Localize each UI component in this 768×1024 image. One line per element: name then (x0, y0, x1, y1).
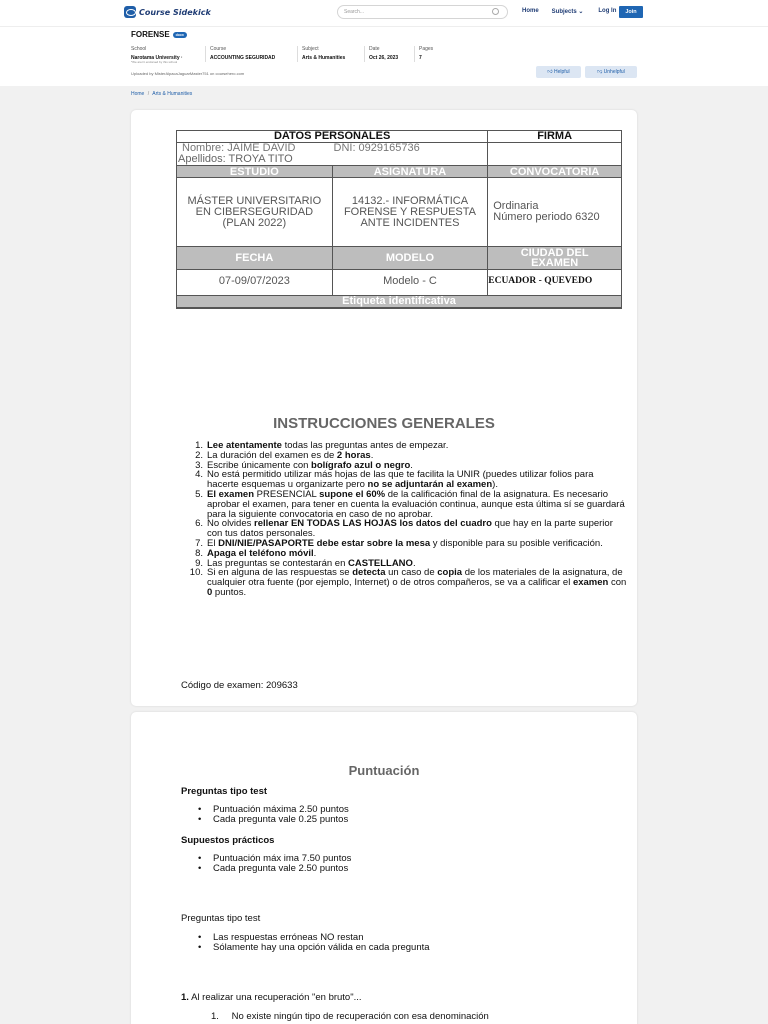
meta-pages-value: 7 (419, 55, 422, 61)
breadcrumb (131, 91, 192, 97)
instruction-text: Apaga el teléfono móvil. (207, 547, 317, 559)
instruction-item (187, 470, 627, 490)
convocatoria-tipo: Ordinaria (493, 200, 539, 212)
document-title-row (131, 30, 187, 39)
helpful-button[interactable] (536, 66, 581, 78)
question-1 (181, 992, 362, 1003)
meta-date-value: Oct 26, 2023 (369, 55, 399, 61)
instructions-title: INSTRUCCIONES GENERALES (273, 415, 495, 432)
question-number: 1. (181, 992, 189, 1003)
puntuacion-title: Puntuación (348, 763, 420, 778)
instruction-number: 6. (195, 518, 203, 530)
meta-school (131, 46, 183, 61)
signature-box (488, 143, 622, 166)
ciudad-value: ECUADOR - QUEVEDO (488, 270, 622, 296)
meta-subject-value[interactable]: Arts & Humanities (302, 55, 346, 61)
supuestos-scoring-list (198, 853, 352, 874)
instruction-number: 4. (195, 469, 203, 481)
instruction-text: Las preguntas se contestarán en CASTELLANO. (207, 557, 416, 569)
search-icon[interactable] (492, 8, 499, 15)
instruction-number: 9. (195, 557, 203, 569)
list-item: • Puntuación máxima 2.50 puntos (198, 804, 349, 815)
breadcrumb-home[interactable]: Home (131, 91, 145, 97)
meta-divider (297, 46, 298, 62)
meta-school-value[interactable]: Narotama University · (131, 55, 183, 61)
unhelpful-label: Unhelpful (603, 69, 625, 75)
convocatoria-periodo: Número periodo 6320 (493, 211, 600, 223)
search-input[interactable] (337, 5, 508, 19)
list-item: • Sólamente hay una opción válida en cada pregunta (198, 942, 430, 953)
instruction-number: 8. (195, 547, 203, 559)
list-item-text: Cada pregunta vale 2.50 puntos (213, 863, 349, 874)
list-item: • Las respuestas erróneas NO restan (198, 932, 364, 943)
header-firma: FIRMA (488, 131, 622, 143)
file-type-badge: docx (173, 32, 187, 38)
meta-course-value[interactable]: ACCOUNTING SEGURIDAD (210, 55, 276, 61)
instruction-text: Escribe únicamente con bolígrafo azul o negro. (207, 459, 413, 471)
meta-subject (302, 46, 345, 61)
test-rules-list (198, 932, 430, 953)
header-ciudad: CIUDAD DEL EXAMEN (488, 247, 622, 270)
meta-divider (364, 46, 365, 62)
unhelpful-button[interactable] (585, 66, 637, 78)
question-text: Al realizar una recuperación "en bruto"... (191, 992, 362, 1003)
instruction-text: Si en alguna de las respuestas se detecta un caso de copia de los materiales de la asignatura, de cualquier otra fuente (por ejemplo, Internet) o de otros compañeros, se va a calificar el examen con 0 puntos. (207, 567, 627, 598)
instruction-number: 7. (195, 537, 203, 549)
modelo-value: Modelo - C (332, 270, 488, 296)
instructions-list (187, 441, 627, 598)
nav-links (522, 8, 629, 15)
logo-text: Course Sidekick (139, 7, 211, 17)
list-item-text: Puntuación máx ima 7.50 puntos (213, 853, 352, 864)
asignatura-value: 14132.- INFORMÁTICA FORENSE Y RESPUESTA ANTE INCIDENTES (332, 178, 488, 247)
convocatoria-value (488, 178, 622, 247)
header-datos-personales: DATOS PERSONALES (177, 131, 488, 143)
document-header (0, 26, 768, 86)
dni-field: DNI: 0929165736 (333, 142, 420, 154)
meta-divider (205, 46, 206, 62)
instruction-text: No está permitido utilizar más hojas de las que te facilita la UNIR (puedes utilizar folios para hacerte esquemas u organizarte pero no se adjuntarán al examen). (207, 469, 594, 491)
surname-row (177, 154, 488, 166)
instruction-text: El DNI/NIE/PASAPORTE debe estar sobre la mesa y disponible para su posible verificación. (207, 537, 603, 549)
list-item: • Cada pregunta vale 0.25 puntos (198, 814, 349, 825)
list-item-text: Cada pregunta vale 0.25 puntos (213, 814, 349, 825)
instruction-text: La duración del examen es de 2 horas. (207, 449, 374, 461)
school-disclaimer: *We aren't endorsed by this school (131, 60, 178, 64)
apellidos-field: Apellidos: TROYA TITO (178, 153, 293, 165)
header-asignatura: ASIGNATURA (332, 166, 488, 178)
helpful-label: Helpful (554, 69, 570, 75)
instruction-number: 1. (195, 440, 203, 451)
supuestos-heading: Supuestos prácticos (181, 835, 275, 846)
option-text: No existe ningún tipo de recuperación con esa denominación (231, 1011, 489, 1022)
document-page-1 (131, 110, 637, 706)
etiqueta-identificativa: Etiqueta identificativa (177, 296, 622, 308)
nombre-field: Nombre: JAIME DAVID (182, 142, 296, 154)
list-item: • Puntuación máx ima 7.50 puntos (198, 853, 352, 864)
list-item-text: Sólamente hay una opción válida en cada pregunta (213, 942, 430, 953)
breadcrumb-current[interactable]: Arts & Humanities (152, 91, 193, 97)
meta-school-label: School (131, 46, 147, 52)
fecha-value: 07-09/07/2023 (177, 270, 333, 296)
document-title: FORENSE (131, 30, 170, 39)
test-rules-heading: Preguntas tipo test (181, 913, 261, 924)
meta-divider (414, 46, 415, 62)
instruction-text: No olvides rellenar EN TODAS LAS HOJAS los datos del cuadro que hay en la parte superior con tus datos personales. (207, 518, 613, 540)
thumbs-down-icon: 👎︎ (597, 69, 604, 75)
meta-course (210, 46, 275, 61)
nav-subjects-dropdown[interactable]: Subjects ⌄ (551, 9, 584, 15)
meta-date (369, 46, 398, 61)
exam-code: Código de examen: 209633 (181, 680, 298, 691)
top-navbar (0, 0, 768, 26)
instruction-text: El examen PRESENCIAL supone el 60% de la calificación final de la asignatura. Es necesario aprobar el examen, para tener en cuenta la evaluación continua, aunque esta última sí se guardará para la siguiente convocatoria en caso de no aprobar. (207, 488, 625, 520)
meta-course-label: Course (210, 46, 227, 52)
list-item: • Cada pregunta vale 2.50 puntos (198, 863, 349, 874)
header-modelo: MODELO (332, 247, 488, 270)
meta-subject-label: Subject (302, 46, 319, 52)
option-number: 1. (211, 1011, 219, 1022)
list-item-text: Puntuación máxima 2.50 puntos (213, 804, 349, 815)
instruction-number: 3. (195, 459, 203, 471)
instruction-item (187, 490, 627, 519)
test-heading: Preguntas tipo test (181, 786, 268, 797)
instruction-text: Lee atentamente todas las preguntas antes de empezar. (207, 440, 449, 451)
uploaded-by: Uploaded by MisterAlpacaJaguarMaster751 on coursehero.com (131, 71, 245, 76)
test-scoring-list (198, 804, 349, 825)
meta-date-label: Date (369, 46, 380, 52)
header-fecha: FECHA (177, 247, 333, 270)
meta-pages (419, 46, 433, 61)
instruction-item (187, 568, 627, 597)
list-item-text: Las respuestas erróneas NO restan (213, 932, 364, 943)
header-estudio: ESTUDIO (177, 166, 333, 178)
document-page-2 (131, 712, 637, 1024)
meta-pages-label: Pages (419, 46, 434, 52)
personal-data-table (176, 130, 622, 309)
instruction-item (187, 519, 627, 539)
instruction-number: 10. (189, 567, 203, 579)
instruction-number: 5. (195, 488, 203, 500)
instruction-number: 2. (195, 449, 203, 461)
thumbs-up-icon: 👍︎ (547, 69, 555, 75)
breadcrumb-separator: / (147, 91, 150, 97)
nav-login-link[interactable]: Log In (598, 8, 617, 14)
logo-icon (124, 6, 136, 18)
logo[interactable] (124, 6, 211, 18)
header-convocatoria: CONVOCATORIA (488, 166, 622, 178)
join-button[interactable]: Join (619, 6, 643, 18)
nav-home-link[interactable]: Home (522, 8, 539, 14)
search-placeholder: Search... (344, 9, 365, 15)
question-1-option-1 (211, 1011, 489, 1022)
estudio-value: MÁSTER UNIVERSITARIO EN CIBERSEGURIDAD (PLAN 2022) (177, 178, 333, 247)
